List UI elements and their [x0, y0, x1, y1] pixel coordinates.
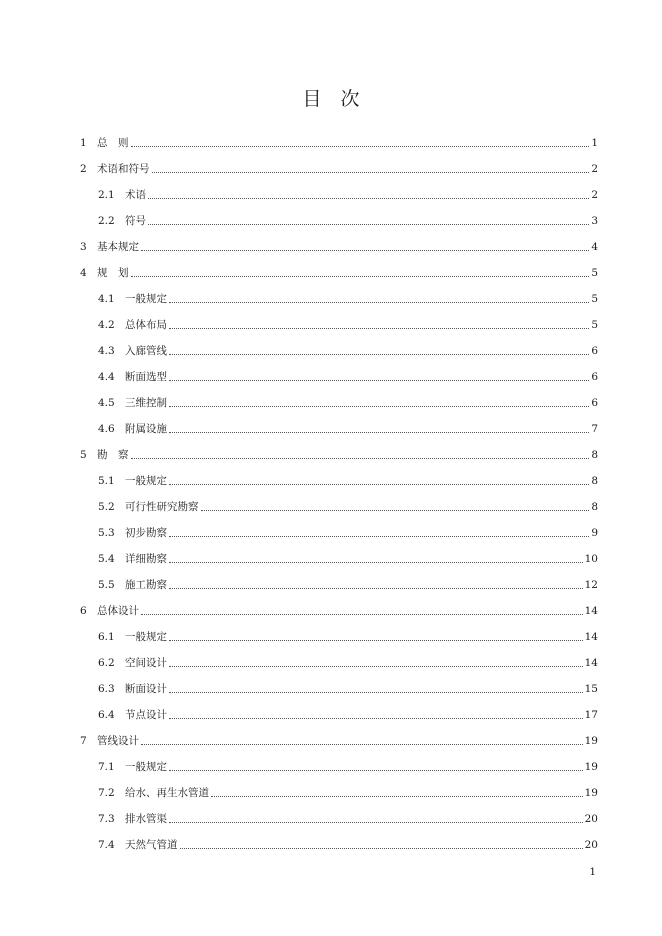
toc-entry-label: 术语 [125, 188, 146, 201]
toc-entry-page: 7 [591, 422, 598, 435]
toc-entry-number: 4.6 [98, 422, 115, 435]
dot-leader [169, 666, 583, 667]
dot-leader [148, 224, 589, 225]
toc-entry-page: 14 [584, 630, 598, 643]
toc-entry-number: 2.2 [98, 214, 115, 227]
dot-leader [148, 198, 589, 199]
toc-entry-number: 2.1 [98, 188, 115, 201]
toc-entry-label: 施工勘察 [125, 578, 167, 591]
toc-entry[interactable] [80, 130, 598, 156]
toc-entry-page: 20 [584, 812, 598, 825]
dot-leader [169, 380, 589, 381]
toc-entry-page: 6 [591, 396, 598, 409]
toc-entry-page: 5 [591, 266, 598, 279]
toc-entry-page: 5 [591, 292, 598, 305]
toc-entry-number: 6.4 [98, 708, 115, 721]
toc-entry-page: 1 [591, 136, 598, 149]
toc-entry-number: 7.1 [98, 760, 115, 773]
toc-entry-label: 断面选型 [125, 370, 167, 383]
toc-entry-page: 19 [584, 760, 598, 773]
dot-leader [169, 302, 589, 303]
toc-entry-number: 5.2 [98, 500, 115, 513]
toc-entry-number: 3 [80, 240, 87, 253]
toc-entry-label: 总体布局 [125, 318, 167, 331]
toc-entry-page: 3 [591, 214, 598, 227]
toc-entry[interactable] [80, 598, 598, 624]
toc-entry-page: 19 [584, 786, 598, 799]
toc-entry-number: 4.5 [98, 396, 115, 409]
dot-leader [169, 770, 583, 771]
toc-entry-number: 6.2 [98, 656, 115, 669]
toc-entry-label: 一般规定 [125, 292, 167, 305]
toc-entry[interactable] [80, 416, 598, 442]
dot-leader [201, 510, 590, 511]
dot-leader [169, 692, 583, 693]
toc-entry-label: 术语和符号 [97, 162, 150, 175]
dot-leader [169, 328, 589, 329]
dot-leader [141, 614, 583, 615]
toc-entry-page: 10 [584, 552, 598, 565]
toc-entry-page: 20 [584, 838, 598, 851]
toc-entry-label: 一般规定 [125, 474, 167, 487]
toc-entry-label: 规 划 [97, 266, 129, 279]
dot-leader [180, 848, 583, 849]
toc-entry-label: 空间设计 [125, 656, 167, 669]
toc-entry[interactable] [80, 338, 598, 364]
dot-leader [169, 718, 583, 719]
toc-entry-number: 7 [80, 734, 87, 747]
toc-entry[interactable] [80, 702, 598, 728]
toc-entry-page: 5 [591, 318, 598, 331]
toc-entry-label: 管线设计 [97, 734, 139, 747]
dot-leader [152, 172, 590, 173]
toc-entry-page: 6 [591, 370, 598, 383]
toc-entry-label: 基本规定 [97, 240, 139, 253]
toc-entry-label: 节点设计 [125, 708, 167, 721]
toc-entry[interactable] [80, 832, 598, 858]
toc-entry-number: 4 [80, 266, 87, 279]
dot-leader [131, 146, 590, 147]
toc-entry-number: 6 [80, 604, 87, 617]
dot-leader [131, 276, 590, 277]
toc-entry-number: 2 [80, 162, 87, 175]
toc-entry-page: 8 [591, 500, 598, 513]
dot-leader [169, 562, 583, 563]
toc-entry-label: 断面设计 [125, 682, 167, 695]
toc-entry[interactable] [80, 182, 598, 208]
toc-entry-number: 4.4 [98, 370, 115, 383]
toc-entry-number: 4.2 [98, 318, 115, 331]
toc-entry-label: 给水、再生水管道 [125, 786, 209, 799]
toc-entry-label: 排水管渠 [125, 812, 167, 825]
dot-leader [169, 536, 589, 537]
toc-entry[interactable] [80, 234, 598, 260]
dot-leader [169, 588, 583, 589]
toc-entry-page: 8 [591, 474, 598, 487]
toc-entry-label: 初步勘察 [125, 526, 167, 539]
toc-entry-number: 7.4 [98, 838, 115, 851]
dot-leader [169, 432, 589, 433]
dot-leader [211, 796, 583, 797]
dot-leader [169, 406, 589, 407]
toc-entry[interactable] [80, 390, 598, 416]
toc-entry[interactable] [80, 546, 598, 572]
toc-entry-label: 入廊管线 [125, 344, 167, 357]
toc-entry[interactable] [80, 494, 598, 520]
toc-entry[interactable] [80, 780, 598, 806]
toc-entry-page: 17 [584, 708, 598, 721]
dot-leader [141, 744, 583, 745]
toc-entry[interactable] [80, 572, 598, 598]
toc-entry-page: 12 [584, 578, 598, 591]
toc-entry-number: 1 [80, 136, 87, 149]
toc-entry-number: 5 [80, 448, 87, 461]
toc-entry-page: 14 [584, 656, 598, 669]
toc-entry-page: 2 [591, 188, 598, 201]
toc-entry-number: 4.1 [98, 292, 115, 305]
toc-entry-page: 2 [591, 162, 598, 175]
toc-entry[interactable] [80, 468, 598, 494]
toc-entry-number: 4.3 [98, 344, 115, 357]
toc-entry[interactable] [80, 442, 598, 468]
toc-entry-label: 勘 察 [97, 448, 129, 461]
toc-entry-label: 符号 [125, 214, 146, 227]
toc-entry-page: 19 [584, 734, 598, 747]
toc-entry-page: 14 [584, 604, 598, 617]
toc-entry[interactable] [80, 520, 598, 546]
page-title: 目 次 [302, 88, 360, 110]
toc-entry[interactable] [80, 364, 598, 390]
toc-entry-label: 总 则 [97, 136, 129, 149]
toc-entry-label: 一般规定 [125, 630, 167, 643]
toc-entry-page: 4 [591, 240, 598, 253]
dot-leader [169, 640, 583, 641]
toc-entry[interactable] [80, 676, 598, 702]
toc-entry-page: 9 [591, 526, 598, 539]
toc-entry-page: 6 [591, 344, 598, 357]
toc-entry-label: 天然气管道 [125, 838, 178, 851]
toc-entry-label: 三维控制 [125, 396, 167, 409]
toc-entry-page: 8 [591, 448, 598, 461]
toc-entry-number: 5.4 [98, 552, 115, 565]
toc-entry-number: 5.1 [98, 474, 115, 487]
toc-entry-label: 详细勘察 [125, 552, 167, 565]
dot-leader [169, 484, 589, 485]
toc-entry[interactable] [80, 286, 598, 312]
toc-entry[interactable] [80, 312, 598, 338]
toc-entry-number: 7.2 [98, 786, 115, 799]
toc-entry[interactable] [80, 260, 598, 286]
toc-entry-number: 7.3 [98, 812, 115, 825]
toc-entry[interactable] [80, 728, 598, 754]
toc-entry[interactable] [80, 208, 598, 234]
toc-entry[interactable] [80, 806, 598, 832]
toc-entry[interactable] [80, 156, 598, 182]
page-number-footer: 1 [589, 866, 596, 878]
toc-entry-number: 5.5 [98, 578, 115, 591]
toc-entry-number: 5.3 [98, 526, 115, 539]
toc-entry-label: 可行性研究勘察 [125, 500, 199, 513]
toc-entry-number: 6.1 [98, 630, 115, 643]
toc-entry-label: 附属设施 [125, 422, 167, 435]
toc-entry-label: 总体设计 [97, 604, 139, 617]
table-of-contents [80, 130, 598, 858]
toc-entry-label: 一般规定 [125, 760, 167, 773]
toc-entry[interactable] [80, 754, 598, 780]
dot-leader [169, 354, 589, 355]
toc-entry-number: 6.3 [98, 682, 115, 695]
toc-entry[interactable] [80, 650, 598, 676]
toc-entry-page: 15 [584, 682, 598, 695]
dot-leader [141, 250, 589, 251]
dot-leader [169, 822, 583, 823]
dot-leader [131, 458, 590, 459]
toc-entry[interactable] [80, 624, 598, 650]
